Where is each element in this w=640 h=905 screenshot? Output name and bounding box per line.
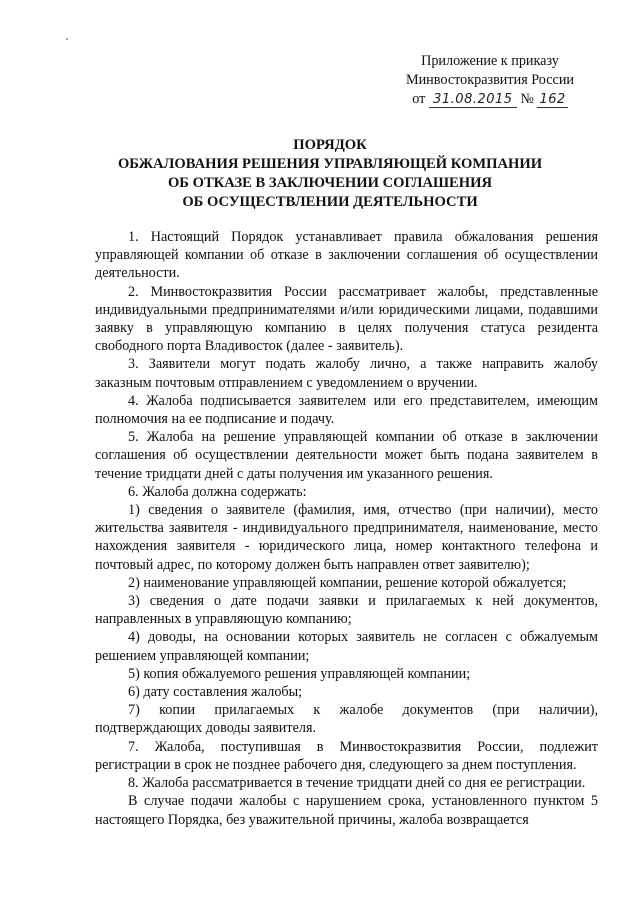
annex-from-label: от	[412, 91, 426, 107]
paragraph-9: В случае подачи жалобы с нарушением срока, установленного пунктом 5 настоящего Порядка, без уважительной причины, жалоба возвращается	[95, 793, 598, 828]
annex-line-2: Минвостокразвития России	[405, 72, 575, 88]
paragraph-7: 7. Жалоба, поступившая в Минвостокразвития России, подлежит регистрации в срок не позднее рабочего дня, следующего за днем поступления.	[95, 738, 598, 773]
document-title	[80, 136, 580, 212]
paragraph-6: 6. Жалоба должна содержать:	[128, 483, 307, 500]
title-line-4: ОБ ОСУЩЕСТВЛЕНИИ ДЕЯТЕЛЬНОСТИ	[182, 194, 478, 210]
title-line-1: ПОРЯДОК	[293, 137, 367, 153]
list-item-1: 1) сведения о заявителе (фамилия, имя, отчество (при наличии), место жительства заявителя - индивидуального предпринимателя, наименование, место нахождения заявителя - юридического лица, номер контактного телефона и почтовый адрес, по которому должен быть направлен ответ заявителю);	[95, 502, 598, 573]
annex-line-1: Приложение к приказу	[421, 53, 559, 69]
list-item-2: 2) наименование управляющей компании, решение которой обжалуется;	[128, 574, 567, 591]
paragraph-1: 1. Настоящий Порядок устанавливает правила обжалования решения управляющей компании об отказе в заключении соглашения об осуществлении деятельности.	[95, 229, 598, 282]
title-line-3: ОБ ОТКАЗЕ В ЗАКЛЮЧЕНИИ СОГЛАШЕНИЯ	[167, 175, 493, 191]
paragraph-4: 4. Жалоба подписывается заявителем или его представителем, имеющим полномочия на ее подписание и подачу.	[95, 392, 598, 428]
scan-speck	[66, 38, 68, 40]
list-item-6: 6) дату составления жалобы;	[128, 684, 303, 701]
paragraph-8: 8. Жалоба рассматривается в течение тридцати дней со дня ее регистрации.	[128, 775, 586, 792]
list-item-5: 5) копия обжалуемого решения управляющей компании;	[128, 665, 471, 682]
list-item-7: 7) копии прилагаемых к жалобе документов (при наличии), подтверждающих доводы заявителя.	[95, 702, 598, 737]
annex-block	[392, 52, 588, 109]
annex-number: 162	[539, 92, 566, 107]
paragraph-5: 5. Жалоба на решение управляющей компании об отказе в заключении соглашения об осуществлении деятельности может быть подана заявителем в течение тридцати дней с даты получения им указанного решения.	[95, 429, 598, 482]
title-line-2: ОБЖАЛОВАНИЯ РЕШЕНИЯ УПРАВЛЯЮЩЕЙ КОМПАНИИ	[117, 156, 543, 172]
list-item-4: 4) доводы, на основании которых заявитель не согласен с обжалуемым решением управляющей компании;	[95, 629, 598, 664]
document-body	[95, 228, 598, 829]
annex-number-label: №	[520, 91, 534, 107]
paragraph-2: 2. Минвостокразвития России рассматривает жалобы, представленные индивидуальными предпринимателями и/или юридическими лицами, подавшими заявку в управляющую компанию в целях получения статуса резидента свободного порта Владивосток (далее - заявитель).	[95, 283, 598, 355]
paragraph-3: 3. Заявители могут подать жалобу лично, а также направить жалобу заказным почтовым отправлением с уведомлением о вручении.	[95, 356, 598, 391]
list-item-3: 3) сведения о дате подачи заявки и прилагаемых к ней документов, направленных в управляющую компанию;	[95, 593, 598, 628]
annex-date: 31.08.2015	[429, 92, 517, 108]
annex-date-line	[392, 90, 588, 109]
